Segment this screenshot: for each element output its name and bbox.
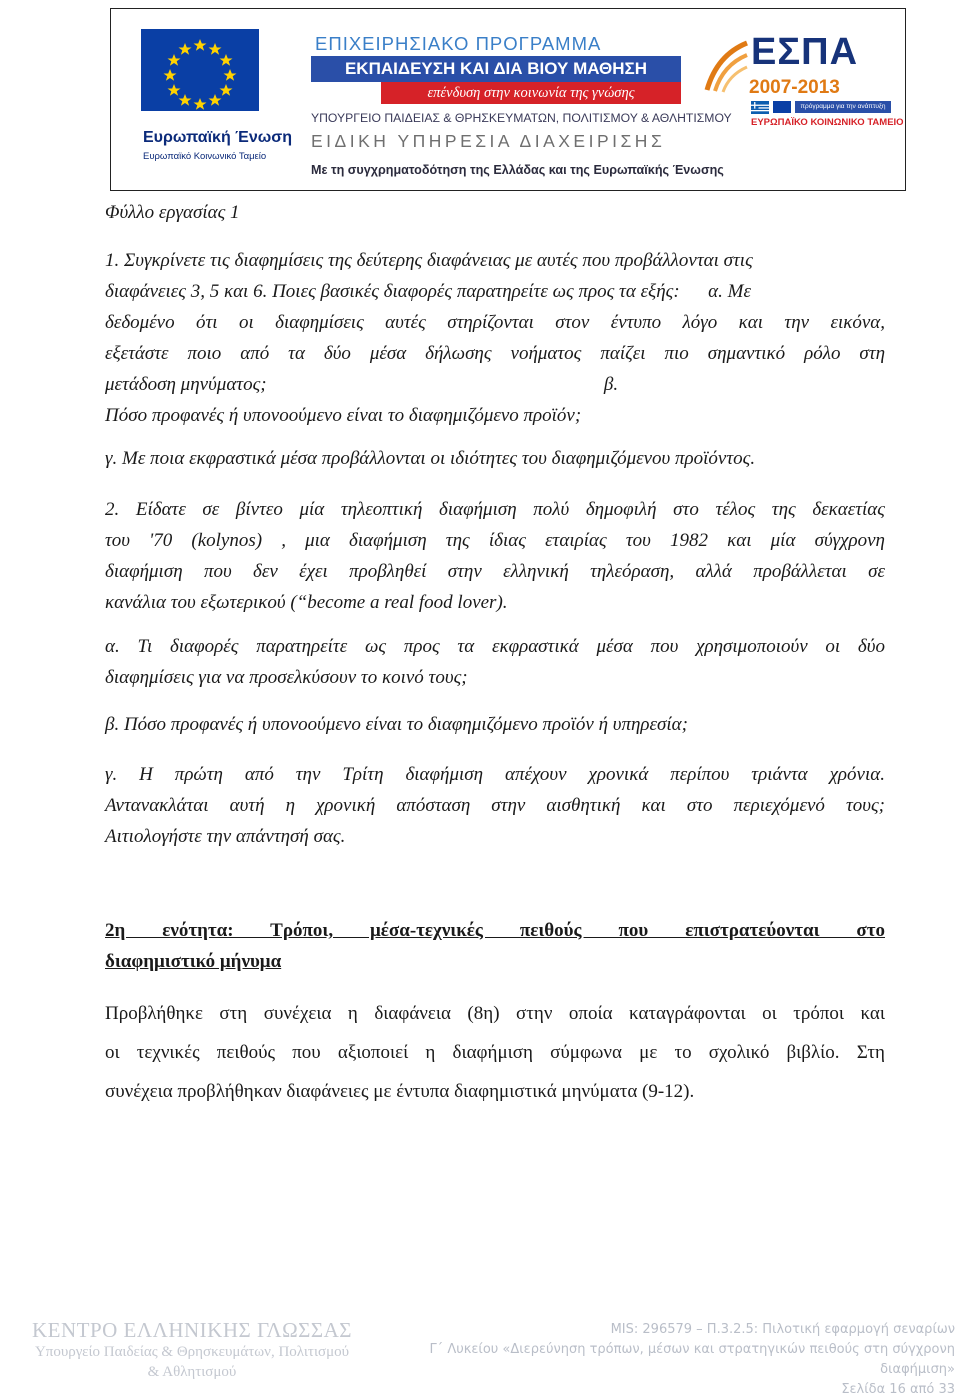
eu-logo-block [111,9,292,191]
footer-page-number: Σελίδα 16 από 33 [841,1382,955,1397]
section-2-body-line: συνέχεια προβλήθηκαν διαφάνειες με έντυπα διαφημιστικά μηνύματα (9-12). [105,1081,695,1102]
question-2-c-line: Αντανακλάται αυτή η χρονική απόσταση στην αισθητική και στο περιεχόμενό τους; [105,795,885,816]
program-logo-block [311,27,732,187]
question-1 [105,245,885,431]
question-1-line: Πόσο προφανές ή υπονοούμενο είναι το διαφημιζόμενο προϊόν; [105,405,582,426]
section-2-body [105,994,885,1111]
question-2-a-line: διαφημίσεις για να προσελκύσουν το κοινό τους; [105,667,468,688]
eu-flag-icon [141,29,259,111]
question-2-c [105,759,885,852]
ministry-name: ΥΠΟΥΡΓΕΙΟ ΠΑΙΔΕΙΑΣ & ΘΡΗΣΚΕΥΜΑΤΩΝ, ΠΟΛΙΤΙΣΜΟΥ & ΑΘΛΗΤΙΣΜΟΥ [311,111,732,125]
footer-ministry: Υπουργείο Παιδείας & Θρησκευμάτων, Πολιτισμού [34,1344,350,1360]
question-1-line: 1. Συγκρίνετε τις διαφημίσεις της δεύτερης διαφάνειας με αυτές που προβάλλονται στις [105,250,753,271]
footer-course: διαφήμιση» [880,1362,955,1377]
question-2-line: 2. Είδατε σε βίντεο μία τηλεοπτική διαφήμιση πολύ δημοφιλή στο τέλος της δεκαετίας [105,499,885,520]
question-1-line: μετάδοση μηνύματος; β. [105,374,619,395]
section-2-body-line: οι τεχνικές πειθούς που αξιοποιεί η διαφήμιση σύμφωνα με το σχολικό βιβλίο. Στη [105,1042,885,1063]
footer-right [395,1320,955,1400]
espa-tagline: πρόγραμμα για την ανάπτυξη [795,101,891,113]
question-1-line: διαφάνειες 3, 5 και 6. Ποιες βασικές διαφορές παρατηρείτε ως προς τα εξής: α. Με [105,281,751,302]
footer-left [12,1318,372,1382]
espa-name: ΕΣΠΑ [751,31,859,73]
question-2-c-line: γ. Η πρώτη από την Τρίτη διαφήμιση απέχουν χρονικά περίπου τριάντα χρόνια. [105,764,885,785]
section-2-heading-line: διαφημιστικό μήνυμα [105,951,282,972]
question-2-a-line: α. Τι διαφορές παρατηρείτε ως προς τα εκφραστικά μέσα που χρησιμοποιούν οι δύο [105,636,885,657]
espa-arcs-icon [699,35,751,95]
question-1-line: δεδομένο ότι οι διαφημίσεις αυτές στηρίζονται στον έντυπο λόγο και την εικόνα, [105,312,885,333]
program-title: ΕΠΙΧΕΙΡΗΣΙΑΚΟ ΠΡΟΓΡΑΜΜΑ [315,33,602,54]
worksheet-title: Φύλλο εργασίας 1 [105,202,240,223]
question-1-line: εξετάστε ποιο από τα δύο μέσα δήλωσης νοήματος παίζει πιο σημαντικό ρόλο στη [105,343,885,364]
question-2-line: διαφήμιση που δεν έχει προβληθεί στην ελληνική τηλεόραση, αλλά προβάλλεται σε [105,561,885,582]
eu-fund: Ευρωπαϊκό Κοινωνικό Ταμείο [143,151,267,162]
question-2-line: του '70 (kolynos) , μια διαφήμιση της ίδιας εταιρίας του 1982 και μία σύγχρονη [105,530,885,551]
espa-years: 2007-2013 [749,77,840,98]
question-2-line: κανάλια του εξωτερικού (“become a real food lover). [105,592,508,613]
question-2-a [105,631,885,693]
footer-mis: MIS: 296579 – Π.3.2.5: Πιλοτική εφαρμογή σεναρίων [610,1322,955,1337]
footer-center-name: ΚΕΝΤΡΟ ΕΛΛΗΝΙΚΗΣ ΓΛΩΣΣΑΣ [31,1318,353,1342]
footer-course: Γ΄ Λυκείου «Διερεύνηση τρόπων, μέσων και στρατηγικών πειθούς στη σύγχρονη [429,1342,955,1357]
section-2-heading-line: 2η ενότητα: Τρόποι, μέσα-τεχνικές πειθούς που επιστρατεύονται στο [105,920,885,941]
espa-flags [751,101,891,113]
section-2-body-line: Προβλήθηκε στη συνέχεια η διαφάνεια (8η) στην οποία καταγράφονται οι τρόποι και [105,1003,885,1024]
question-1-c: γ. Με ποια εκφραστικά μέσα προβάλλονται οι ιδιότητες του διαφημιζόμενου προϊόντος. [105,448,756,469]
eu-mini-flag-icon [773,101,791,113]
program-slogan: επένδυση στην κοινωνία της γνώσης [381,82,681,104]
section-2-heading [105,915,885,977]
special-service: ΕΙΔΙΚΗ ΥΠΗΡΕΣΙΑ ΔΙΑΧΕΙΡΙΣΗΣ [311,131,666,151]
espa-fund: ΕΥΡΩΠΑΪΚΟ ΚΟΙΝΩΝΙΚΟ ΤΑΜΕΙΟ [751,117,904,128]
espa-logo-block [699,31,904,151]
question-2-b: β. Πόσο προφανές ή υπονοούμενο είναι το διαφημιζόμενο προϊόν ή υπηρεσία; [105,714,688,735]
footer-ministry: & Αθλητισμού [147,1364,237,1380]
greek-flag-icon [751,101,769,113]
cofunding-text: Με τη συγχρηματοδότηση της Ελλάδας και της Ευρωπαϊκής Ένωσης [311,163,724,177]
cofunding-banner [110,8,906,191]
program-name: ΕΚΠΑΙΔΕΥΣΗ ΚΑΙ ΔΙΑ ΒΙΟΥ ΜΑΘΗΣΗ [311,56,681,82]
question-2 [105,494,885,618]
eu-name: Ευρωπαϊκή Ένωση [143,129,292,146]
question-2-c-line: Αιτιολογήστε την απάντησή σας. [105,826,346,847]
